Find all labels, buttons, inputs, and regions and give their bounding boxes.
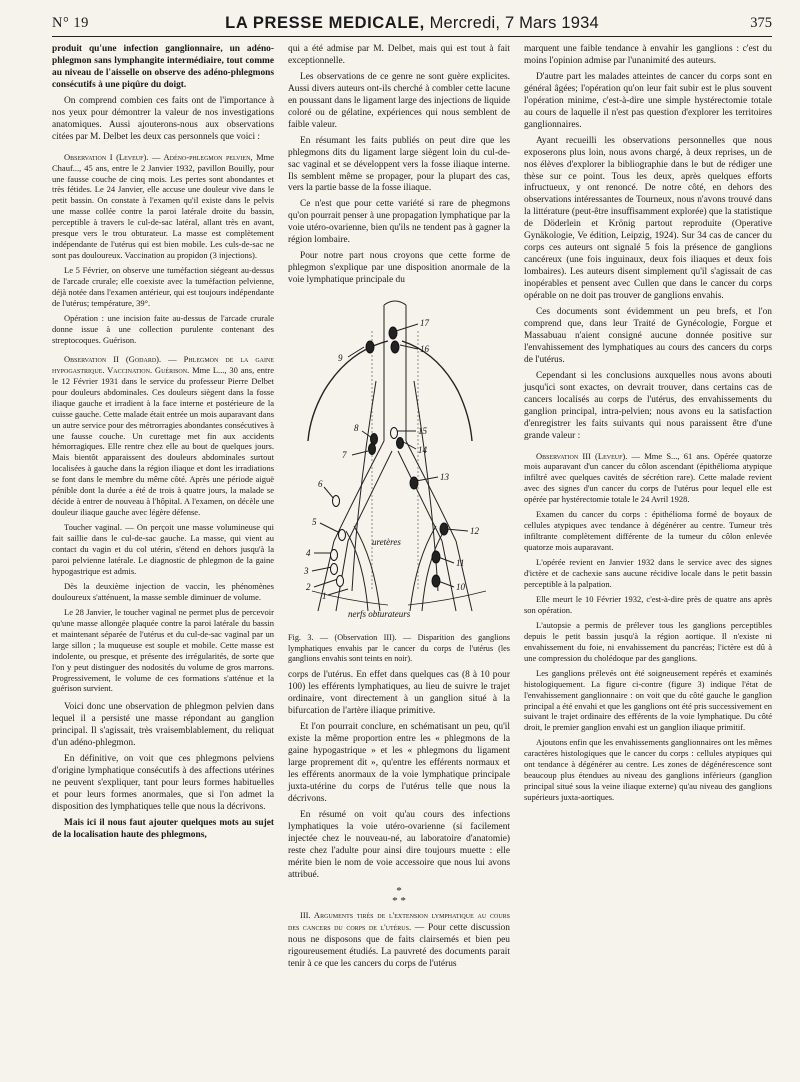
paragraph: corps de l'utérus. En effet dans quelques cas (8 à 10 pour 100) les efférents lymphatiques, au lieu de suivre le trajet ordinaire, vont directement à un ganglion situé à la bifurcation de l'artère iliaque primitive. — [288, 670, 510, 717]
observation-text: Examen du cancer du corps : épithélioma formé de boyaux de cellules atypiques avec tendance à dégénérer au centre. Tumeur très infiltrante complètement différente de la tumeur du côlon enlevée quatorze mois auparavant. — [524, 509, 772, 553]
observation-1 — [52, 152, 274, 346]
figure-label-nerves: nerfs obturateurs — [348, 609, 411, 620]
paragraph: Cependant si les conclusions auxquelles nous avons abouti jusqu'ici sont exactes, on devrait trouver, dans certains cas de cancers localisés au corps de l'utérus, des envahissements du ganglion principal, intra-pelvien; nous avons eu la satisfaction d'enregistrer les faits suivants qui nous paraissent être d'une grande valeur : — [524, 370, 772, 441]
paragraph: Pour notre part nous croyons que cette forme de phlegmon s'explique par une disposition anormale de la voie lymphatique principale du — [288, 251, 510, 286]
observation-text: L'opérée revient en Janvier 1932 dans le service avec des signes d'ictère et de cachexie sans aucune récidive locale dans le petit bassin perceptible à la palpation. — [524, 557, 772, 589]
observation-text: Opération : une incision faite au-dessus de l'arcade crurale donne issue à une collection purulente contenant des streptocoques. Guérison. — [52, 312, 274, 345]
observation-text: Mme L..., 30 ans, entre le 12 Février 1931 dans le service du professeur Pierre Delbet pour douleurs abdominales. Ces douleurs siègent dans la fosse iliaque gauche et irradient à la face interne et postérieure de la cuisse gauche. Cette malade était entrée un mois auparavant dans un autre service pour des métrorragies abondantes consécutives à une fausse couche. Un curettage met fin aux accidents hémorragiques. Elle rentre chez elle au bout de quelques jours. Mais bientôt apparaissent des douleurs abdominales surtout localisées à gauche dans la région iliaque et dont les irradiations se font dans le membre du même côté. Après une période aiguë pénible dont la durée a été de trois à quatre jours, la malade se décide à entrer de nouveau à l'hôpital. A l'examen, on décèle une douleur iliaque gauche avec légère défense. — [52, 364, 275, 518]
journal-name: LA PRESSE MEDICALE, — [225, 14, 425, 32]
figure-label: 2 — [306, 582, 311, 593]
figure-label: 9 — [338, 353, 343, 364]
figure-label: 16 — [420, 344, 429, 355]
figure-label-ureters: uretères — [372, 537, 401, 548]
paragraph: produit qu'une infection ganglionnaire, un adéno-phlegmon sans lymphangite intermédiaire, tout comme au niveau de l'aisselle on observe des adéno-phlegmons consécutifs à une piqûre du doigt. — [52, 44, 274, 90]
paragraph: En définitive, on voit que ces phlegmons pelviens d'origine lymphatique consécutifs à des affections utérines ne peuvent s'expliquer, tant pour leurs formes habituelles et pour leurs formes anormales, que si l'on admet la disposition des lymphatiques telle que nous la décrivons. — [52, 754, 274, 813]
paragraph: En résumé on voit qu'au cours des infections lymphatiques la voie utéro-ovarienne (si facilement injectée chez le nouveau-né, au laboratoire d'anatomie) reste chez l'adulte pour ainsi dire toujours muette : elle mérite bien le nom de voie accessoire que nous lui avons attribué. — [288, 809, 510, 880]
figure-label: 1 — [322, 591, 327, 602]
observation-text: Ajoutons enfin que les envahissements ganglionnaires ont les mêmes caractères histologiques que le cancer du corps : cellules atypiques qui ont tendance à dégénérer au centre. Les zones de dégénérescence sont beaucoup plus étendues au niveau des ganglions inférieurs (ganglion principal situé sous la veine iliaque externe) qu'au niveau des ganglions supérieurs juxta-aortiques. — [524, 737, 772, 803]
observation-text: Mme S..., 61 ans. Opérée quatorze mois auparavant d'un cancer du côlon ascendant (épithélioma atypique infiltré avec quelques cavités de sécrétion rare). Cette malade revient avec des signes d'un cancer du corps de l'utérus pour lequel elle est opérée par hystérectomie totale le 24 Avril 1928. — [524, 450, 772, 505]
paragraph: D'autre part les malades atteintes de cancer du corps sont en général âgées; l'opération qu'on leur fait subir est le plus souvent l'opération minime, c'est-à-dire une simple hystérectomie totale au cours de laquelle il n'est pas question d'explorer les territoires ganglionnaires. — [524, 71, 772, 130]
figure-3 — [288, 291, 510, 629]
paragraph: Les observations de ce genre ne sont guère explicites. Aussi divers auteurs ont-ils cherché à combler cette lacune en poussant dans le ligament large des injections de liquide coloré ou de gélatine, expériences qui nous semblent de faible valeur. — [288, 71, 510, 130]
figure-label: 17 — [420, 318, 429, 329]
paragraph: — Pour cette discussion nous ne disposons que de faits clairsemés et bien peu rigoureusement étudiés. La pauvreté des documents parait tenir à ce que les cancers du corps de l'utérus — [288, 923, 510, 970]
issue-date: Mercredi, 7 Mars 1934 — [429, 14, 599, 32]
column-2 — [288, 44, 510, 975]
observation-heading: Observation II (Godard). — Phlegmon de la gaine hypogastrique. Vaccination. Guérison. — [52, 353, 274, 375]
figure-label: 10 — [456, 582, 465, 593]
paragraph: marquent une faible tendance à envahir les ganglions : c'est du moins l'opinion admise par l'unanimité des auteurs. — [524, 44, 772, 66]
figure-label: 15 — [418, 426, 427, 437]
figure-caption: Fig. 3. — (Observation III). — Disparition des ganglions lymphatiques envahis par le cancer du corps de l'utérus (les ganglions envahis sont teints en noir). — [288, 633, 510, 663]
observation-text: Mme Chauf..., 45 ans, entre le 2 Janvier 1932, pavillon Bouilly, pour une fausse couche de cinq mois. Les pertes sont abondantes et très fétides. Le 24 Janvier, elle accuse une douleur vive dans le petit bassin. On constate à l'examen qu'il existe dans le pelvis une masse collée contre la paroi latérale droite du bassin, perceptible à travers le cul-de-sac latéral, allant très en avant, presque vers le trou obturateur. La masse est complètement indépendante de l'utérus qui est bien mobile. Les culs-de-sac ne sont pas douloureux. Vaccination au propidon (3 injections). — [52, 151, 275, 261]
figure-label: 4 — [306, 548, 311, 559]
observation-text: Toucher vaginal. — On perçoit une masse volumineuse qui fait saillie dans le cul-de-sac gauche. La masse, qui vient au contact du vagin et du col utérin, s'étend en dehors jusqu'à la paroi pelvienne latérale. Le diagnostic de phlegmon de la gaine hypogastrique est admis. — [52, 522, 274, 576]
observation-text: Le 28 Janvier, le toucher vaginal ne permet plus de percevoir qu'une masse allongée plaquée contre la paroi latérale du bassin et maintenant séparée de l'utérus et du cul-de-sac vaginal par un large sillon ; la muqueuse est souple et mobile. Cette masse est indolente, ou presque, et présente des irrégularités, de sorte que l'on y peut distinguer des nodosités du volume de gros marrons. Progressivement, le volume de ces formations s'atténue et la guérison survient. — [52, 606, 274, 694]
figure-label: 7 — [342, 450, 347, 461]
observation-2 — [52, 354, 274, 695]
observation-text: Elle meurt le 10 Février 1932, c'est-à-dire près de quatre ans après son opération. — [524, 593, 772, 615]
figure-label: 12 — [470, 526, 479, 537]
figure-label: 3 — [304, 566, 309, 577]
paragraph: Voici donc une observation de phlegmon pelvien dans lequel il a persisté une masse répondant au ganglion principal. Il s'agissait, très vraisemblablement, du reliquat d'un adéno-phlegmon. — [52, 702, 274, 749]
paragraph: On comprend combien ces faits ont de l'importance à nos yeux pour démontrer la valeur de nos investigations anatomiques. Aussi ajouterons-nous aux observations citées par M. Delbet les deux cas personnels que voici : — [52, 95, 274, 142]
figure-label: 6 — [318, 479, 323, 490]
paragraph: Ayant recueilli les observations personnelles que nous exposerons plus loin, nous avons chargé, à deux reprises, un de nos élèves d'explorer la bibliographie dans le but de rédiger une thèse sur ce point. Tous les deux, après quelques efforts infructueux, y ont renoncé. De notre côté, en dehors des observations intéressantes de Tourneux, nous n'avons trouvé dans la littérature (peut-être insuffisamment explorée) que la statistique de Döderlein et Krönig partout reproduite (Operative Gynäkologie, Ve édition, Leipzig, 1924). Sur 34 cas de cancer du corps ces auteurs ont signalé 5 fois la présence de ganglions cancéreux (une fois inguinaux, deux fois iliaques et deux fois lombaires). Les auteurs disent simplement qu'il s'agissait de cas inopérables et pensent avec Cullen que dans le cancer du corps opérable on ne doit pas trouver de ganglions envahis. — [524, 135, 772, 302]
observation-text: Le 5 Février, on observe une tuméfaction siégeant au-dessus de l'arcade crurale; elle coexiste avec la tuméfaction pelvienne, déjà notée dans l'examen antérieur, qui est toujours indépendante de l'utérus; température, 39°. — [52, 265, 274, 309]
paragraph: En résumant les faits publiés on peut dire que les phlegmons dits du ligament large siègent loin du cul-de-sac vaginal et se développent vers la fosse iliaque interne. Ils semblent même se propager, pour la plupart des cas, vers la partie basse de la fosse iliaque. — [288, 135, 510, 194]
observation-heading: Observation I (Leveuf). — Adéno-phlegmon pelvien, — [64, 151, 253, 162]
observation-text: L'autopsie a permis de prélever tous les ganglions perceptibles depuis le petit bassin jusqu'à la région aortique. Il n'existe ni envahissement du foie, ni envahissement du pancréas; l'ictère est dû à une compression du cholédoque par des ganglions. — [524, 619, 772, 663]
paragraph: Ce n'est que pour cette variété si rare de phegmons qu'on pourrait penser à une propagation lymphatique par la voie utéro-ovarienne, bien qu'ils ne tendent pas à gagner la région lombaire. — [288, 199, 510, 246]
figure-label: 11 — [456, 558, 465, 569]
paragraph: Ces documents sont évidemment un peu brefs, et l'on comprend que, dans leur Traité de Gynécologie, Forgue et Massabuau n'aient consigné aucune donnée positive sur l'envahissement des lymphatiques au cours des cancers du corps de l'utérus. — [524, 307, 772, 365]
issue-number: N° 19 — [52, 15, 89, 31]
page-number: 375 — [750, 15, 772, 31]
paragraph: Mais ici il nous faut ajouter quelques mots au sujet de la localisation haute des phlegmons, — [52, 818, 274, 840]
observation-heading: Observation III (Leveuf). — — [536, 450, 641, 461]
figure-label: 13 — [440, 472, 449, 483]
figure-label: 14 — [418, 445, 427, 456]
section-heading: III. Arguments tirés de l'extension lymphatique au cours des cancers du corps de l'utérus. — [288, 909, 510, 933]
observation-text: Dès la deuxième injection de vaccin, les phénomènes douloureux s'atténuent, la masse semble diminuer de volume. — [52, 580, 274, 602]
journal-title — [52, 14, 772, 33]
paragraph: qui a été admise par M. Delbet, mais qui est tout à fait exceptionnelle. — [288, 44, 510, 66]
section-separator: * * * — [392, 884, 406, 907]
figure-label: 5 — [312, 517, 317, 528]
column-3 — [524, 44, 772, 807]
column-1 — [52, 44, 274, 846]
running-header — [52, 14, 772, 37]
observation-text: Les ganglions prélevés ont été soigneusement repérés et examinés histologiquement. La figure ci-contre (figure 3) indique l'état de l'envahissement ganglionnaire : on voit que du côté gauche le ganglion principal a été envahi et que les ganglions ont été pris successivement en suivant le trajet ordinaire des efférents de la voie lymphatique. Du côté droit, le premier ganglion envahi est un ganglion iliaque primitif. — [524, 667, 772, 733]
paragraph: Et l'on pourrait conclure, en schématisant un peu, qu'il existe la même proportion entre les « phlegmons de la gaine hypogastrique » et les « phlegmons du ligament large proprement dit », qu'entre les efférents normaux et les efférents anormaux de la voie lymphatique principale juxta-utérine du corps de l'utérus telle que nous la décrivons. — [288, 722, 510, 804]
lymphatic-diagram — [288, 291, 510, 629]
figure-label: 8 — [354, 423, 359, 434]
observation-3 — [524, 451, 772, 804]
